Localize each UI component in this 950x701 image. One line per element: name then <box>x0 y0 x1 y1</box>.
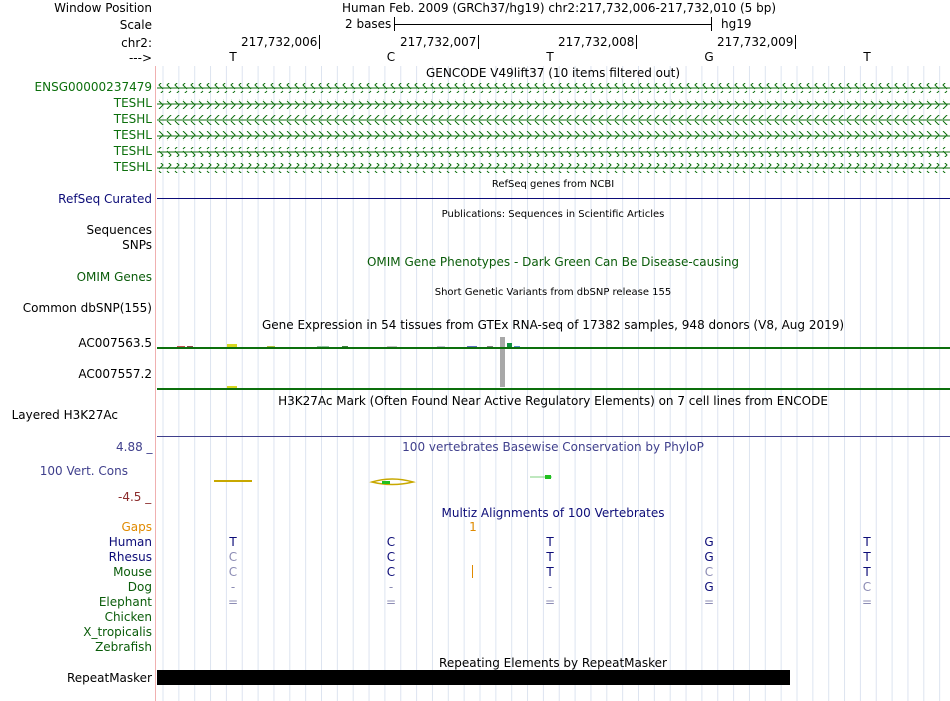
gencode-gene-teshl-2[interactable] <box>157 115 950 125</box>
multiz-mouse-gap-marker <box>472 565 473 578</box>
multiz-species-label[interactable]: Elephant <box>98 595 152 609</box>
scale-bar-left-tick <box>394 17 395 31</box>
multiz-species-label[interactable]: Zebrafish <box>95 640 152 654</box>
position-1: 217,732,006 <box>241 35 320 49</box>
gencode-track-title[interactable]: GENCODE V49lift37 (10 items filtered out) <box>425 66 680 80</box>
assembly-label: hg19 <box>721 17 752 31</box>
publications-track-title[interactable]: Publications: Sequences in Scientific Articles <box>441 209 665 220</box>
multiz-species-label[interactable]: X_tropicalis <box>83 625 152 639</box>
multiz-base: T <box>546 550 554 564</box>
multiz-species-label[interactable]: Human <box>108 535 152 549</box>
gencode-gene-teshl-4[interactable] <box>157 147 950 157</box>
multiz-base: G <box>704 550 714 564</box>
position-3: 217,732,008 <box>558 35 637 49</box>
scale-value: 2 bases <box>345 17 392 31</box>
position-4: 217,732,009 <box>717 35 796 49</box>
multiz-base: G <box>704 580 714 594</box>
gencode-gene-label[interactable]: TESHL <box>113 112 152 126</box>
multiz-base: G <box>704 535 714 549</box>
dbsnp-track-title[interactable]: Short Genetic Variants from dbSNP release 155 <box>434 287 672 298</box>
multiz-base: = <box>385 595 397 609</box>
multiz-base: = <box>861 595 873 609</box>
ref-base-2: C <box>386 50 396 64</box>
multiz-base: C <box>386 535 396 549</box>
repeatmasker-label[interactable]: RepeatMasker <box>66 671 152 685</box>
scale-label: Scale <box>119 18 152 32</box>
multiz-base: C <box>386 565 396 579</box>
gencode-gene-ensg00000237479[interactable] <box>157 83 950 93</box>
multiz-base: C <box>862 580 872 594</box>
publications-snps-label[interactable]: SNPs <box>122 238 152 252</box>
gtex-gene-label[interactable]: AC007563.5 <box>78 336 152 350</box>
ref-base-1: T <box>229 50 237 64</box>
gtex-track[interactable] <box>157 336 950 391</box>
multiz-gap-count: 1 <box>469 520 477 534</box>
strand-label: ---> <box>128 51 152 65</box>
multiz-base: - <box>388 580 394 594</box>
chromosome-label: chr2: <box>121 36 152 50</box>
multiz-base: C <box>704 565 714 579</box>
conservation-label[interactable]: 100 Vert. Cons <box>39 464 128 478</box>
scale-bar <box>394 24 711 25</box>
multiz-base: C <box>228 550 238 564</box>
multiz-species-label[interactable]: Chicken <box>104 610 152 624</box>
gencode-gene-label[interactable]: TESHL <box>113 128 152 142</box>
multiz-base: = <box>227 595 239 609</box>
conservation-min-value: -4.5 _ <box>118 490 152 504</box>
gencode-gene-label[interactable]: TESHL <box>113 144 152 158</box>
conservation-max-value: 4.88 _ <box>116 440 153 454</box>
gtex-track-title[interactable]: Gene Expression in 54 tissues from GTEx RNA-seq of 17382 samples, 948 donors (V8, Aug 2019) <box>261 318 845 332</box>
gtex-expression-bars-1[interactable] <box>177 337 520 387</box>
gencode-track[interactable] <box>157 80 950 176</box>
omim-track-title[interactable]: OMIM Gene Phenotypes - Dark Green Can Be Disease-causing <box>366 255 740 269</box>
omim-genes-label[interactable]: OMIM Genes <box>76 270 152 284</box>
h3k27ac-track-title[interactable]: H3K27Ac Mark (Often Found Near Active Regulatory Elements) on 7 cell lines from ENCODE <box>278 394 828 408</box>
multiz-base: = <box>703 595 715 609</box>
ref-base-5: T <box>863 50 871 64</box>
refseq-label[interactable]: RefSeq Curated <box>58 192 152 206</box>
gencode-gene-teshl-1[interactable] <box>157 99 950 109</box>
conservation-track-title[interactable]: 100 vertebrates Basewise Conservation by PhyloP <box>402 440 704 454</box>
multiz-base: T <box>546 535 554 549</box>
multiz-base: C <box>386 550 396 564</box>
conservation-segment-2[interactable] <box>372 479 413 485</box>
multiz-species-label[interactable]: Mouse <box>113 565 152 579</box>
h3k27ac-label[interactable]: Layered H3K27Ac <box>11 408 118 422</box>
multiz-base: - <box>230 580 236 594</box>
h3k27ac-baseline <box>157 436 950 437</box>
refseq-track-title[interactable]: RefSeq genes from NCBI <box>491 179 615 190</box>
refseq-gene-line[interactable] <box>157 198 950 199</box>
conservation-track[interactable] <box>157 470 950 492</box>
multiz-species-label[interactable]: Rhesus <box>108 550 152 564</box>
multiz-base: - <box>547 580 553 594</box>
gencode-gene-teshl-3[interactable] <box>157 131 950 141</box>
gtex-expression-bars-2[interactable] <box>227 386 237 388</box>
conservation-segment-5[interactable] <box>545 475 551 479</box>
multiz-track-title[interactable]: Multiz Alignments of 100 Vertebrates <box>441 506 665 520</box>
ref-base-4: G <box>704 50 714 64</box>
gencode-gene-label[interactable]: TESHL <box>113 96 152 110</box>
multiz-base: T <box>863 535 871 549</box>
window-position-label: Window Position <box>54 1 152 15</box>
gencode-gene-label[interactable]: TESHL <box>113 160 152 174</box>
position-2: 217,732,007 <box>400 35 479 49</box>
multiz-base: C <box>228 565 238 579</box>
multiz-base: T <box>229 535 237 549</box>
ref-base-3: T <box>546 50 554 64</box>
multiz-gaps-label[interactable]: Gaps <box>121 520 152 534</box>
dbsnp-label[interactable]: Common dbSNP(155) <box>22 301 152 315</box>
window-position-value: Human Feb. 2009 (GRCh37/hg19) chr2:217,732,006-217,732,010 (5 bp) <box>342 1 777 15</box>
multiz-base: T <box>546 565 554 579</box>
multiz-base: T <box>863 565 871 579</box>
gtex-gene-label[interactable]: AC007557.2 <box>78 367 152 381</box>
gencode-gene-label[interactable]: ENSG00000237479 <box>34 80 152 94</box>
scale-bar-right-tick <box>711 17 712 31</box>
repeatmasker-element[interactable] <box>157 670 790 685</box>
conservation-segment-3[interactable] <box>382 481 390 484</box>
multiz-base: T <box>863 550 871 564</box>
gencode-gene-teshl-5[interactable] <box>157 163 950 173</box>
multiz-base: = <box>544 595 556 609</box>
repeatmasker-track-title[interactable]: Repeating Elements by RepeatMasker <box>439 656 667 670</box>
publications-sequences-label[interactable]: Sequences <box>86 223 152 237</box>
multiz-species-label[interactable]: Dog <box>127 580 152 594</box>
